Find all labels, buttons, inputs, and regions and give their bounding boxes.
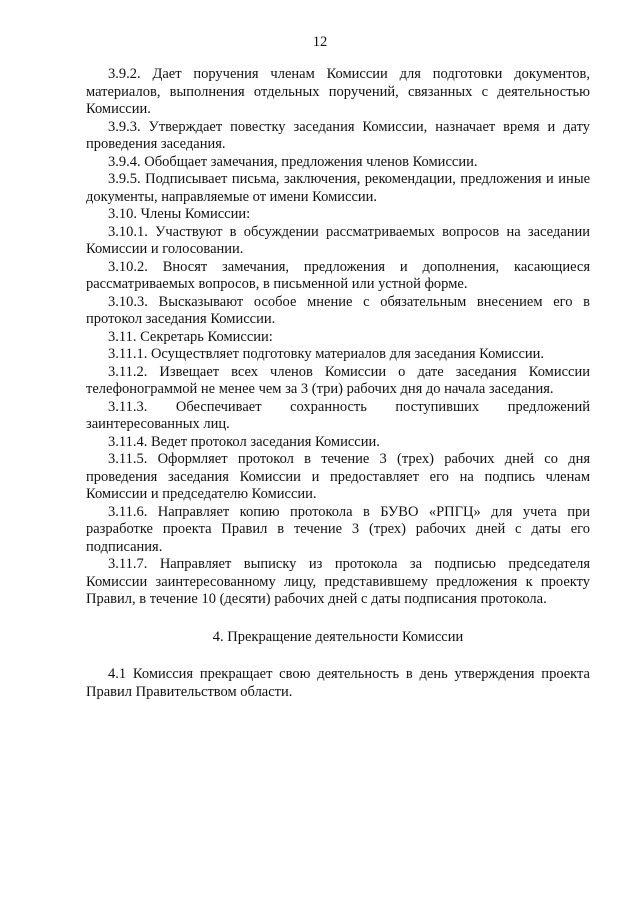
paragraph-3-11-5: 3.11.5. Оформляет протокол в течение 3 (трех) рабочих дней со дня проведения заседания Комиссии и предоставляет его на подпись членам Комиссии и председателю Комиссии. (86, 451, 590, 502)
page-number: 12 (312, 34, 328, 50)
paragraph-3-10-3: 3.10.3. Высказывают особое мнение с обязательным внесением его в протокол заседания Комиссии. (86, 293, 590, 327)
paragraph-3-11-2: 3.11.2. Извещает всех членов Комиссии о дате заседания Комиссии телефонограммой не менее чем за 3 (три) рабочих дня до начала заседания. (86, 363, 590, 397)
paragraph-3-11-7: 3.11.7. Направляет выписку из протокола за подписью председателя Комиссии заинтересованному лицу, представившему предложения к проекту Правил, в течение 10 (десяти) рабочих дней с даты подписания протокола. (86, 556, 590, 607)
paragraph-3-11: 3.11. Секретарь Комиссии: (108, 328, 273, 345)
paragraph-3-10: 3.10. Члены Комиссии: (108, 206, 251, 222)
paragraph-3-9-4: 3.9.4. Обобщает замечания, предложения членов Комиссии. (108, 153, 478, 170)
section-heading: 4. Прекращение деятельности Комиссии (212, 628, 464, 645)
paragraph-3-11-4: 3.11.4. Ведет протокол заседания Комиссии. (108, 433, 380, 450)
document-body (86, 66, 590, 701)
paragraph-4-1: 4.1 Комиссия прекращает свою деятельность в день утверждения проекта Правил Правительством области. (86, 666, 590, 700)
paragraph-3-10-1: 3.10.1. Участвуют в обсуждении рассматриваемых вопросов на заседании Комиссии и голосовании. (86, 223, 590, 257)
paragraph-3-9-2: 3.9.2. Дает поручения членам Комиссии для подготовки документов, материалов, выполнения отдельных поручений, связанных с деятельностью Комиссии. (86, 66, 590, 117)
paragraph-3-9-3: 3.9.3. Утверждает повестку заседания Комиссии, назначает время и дату проведения заседания. (86, 118, 590, 152)
paragraph-3-9-5: 3.9.5. Подписывает письма, заключения, рекомендации, предложения и иные документы, направляемые от имени Комиссии. (86, 171, 590, 205)
paragraph-3-11-1: 3.11.1. Осуществляет подготовку материалов для заседания Комиссии. (108, 346, 545, 362)
paragraph-3-10-2: 3.10.2. Вносят замечания, предложения и дополнения, касающиеся рассматриваемых вопросов, в письменной или устной форме. (86, 258, 590, 292)
paragraph-3-11-3: 3.11.3. Обеспечивает сохранность поступивших предложений заинтересованных лиц. (86, 398, 590, 432)
paragraph-3-11-6: 3.11.6. Направляет копию протокола в БУВО «РПГЦ» для учета при разработке проекта Правил в течение 3 (трех) рабочих дней с даты его подписания. (86, 503, 590, 555)
